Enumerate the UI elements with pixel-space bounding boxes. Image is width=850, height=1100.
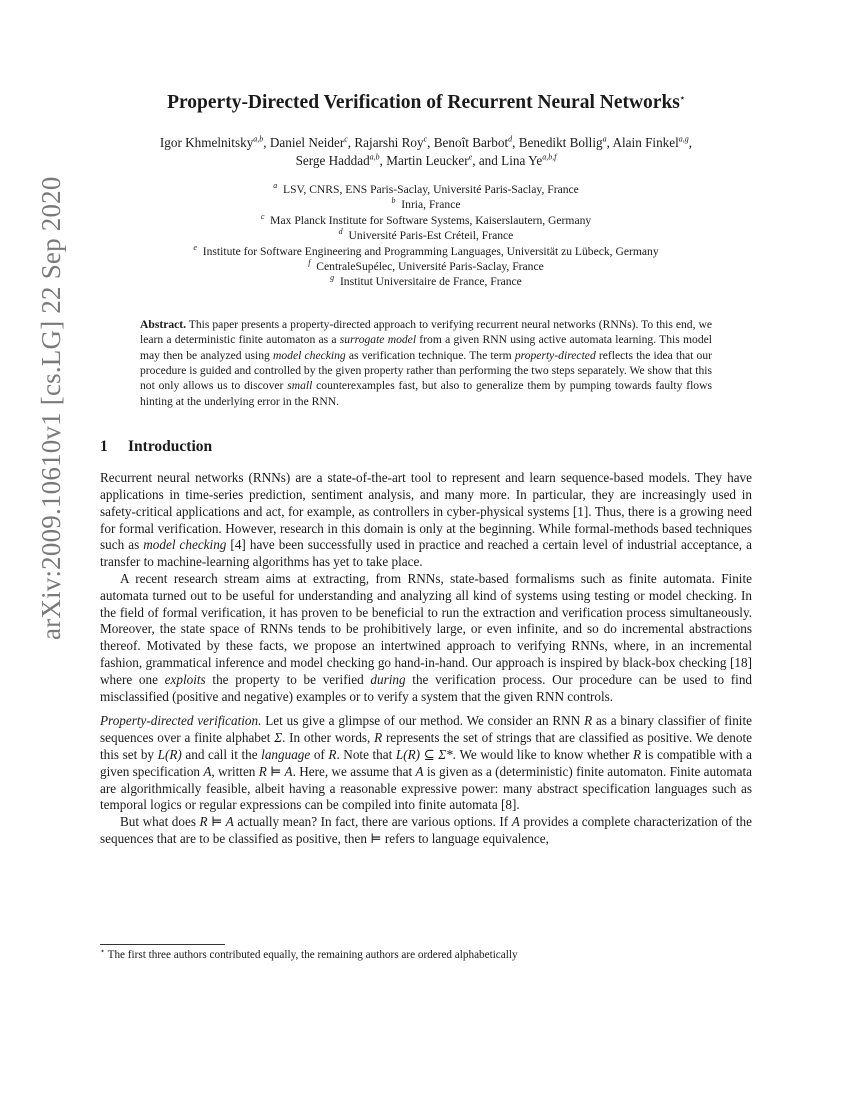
title-text: Property-Directed Verification of Recurrent Neural Networks bbox=[167, 92, 680, 113]
para-emph: during bbox=[370, 671, 406, 687]
affiliation-text: Institut Universitaire de France, France bbox=[339, 275, 522, 289]
author-affiliation-mark: a,b bbox=[253, 134, 264, 144]
paragraph-3 bbox=[100, 713, 752, 814]
abstract-text: reflects the idea that our procedure is guided and controlled by the given property rather than performing the two steps separately. We show that this not only allows us to discover bbox=[140, 348, 712, 393]
math: R ⊨ A bbox=[199, 814, 234, 830]
affiliation-mark: b bbox=[391, 196, 396, 206]
author-affiliation-mark: a,g bbox=[678, 134, 689, 144]
para-text: the verification process. Our procedure can be used to find misclassified (positive and negative) examples or to verify a system that the given RNN controls. bbox=[100, 671, 753, 704]
para-text: of bbox=[310, 747, 329, 763]
para-text: , written bbox=[211, 763, 259, 779]
affiliation-list bbox=[100, 182, 752, 290]
affiliation-text: Université Paris-Est Créteil, France bbox=[348, 229, 514, 243]
para-text: as a binary classifier of finite sequences over a finite alphabet bbox=[100, 713, 752, 746]
abstract-text: as verification technique. The term bbox=[345, 348, 515, 362]
paragraph-2 bbox=[100, 571, 752, 705]
author-name: Benedikt Bollig bbox=[518, 135, 603, 150]
math: A bbox=[511, 814, 520, 830]
affiliation-mark: a bbox=[273, 181, 278, 191]
author-separator: , and bbox=[472, 153, 502, 168]
abstract bbox=[140, 317, 712, 409]
para-text: the property to be verified bbox=[205, 671, 371, 687]
math: L(R) bbox=[157, 747, 182, 763]
affiliation-mark: e bbox=[193, 242, 197, 252]
math: Σ bbox=[274, 730, 283, 746]
abstract-emph: small bbox=[287, 379, 313, 393]
abstract-text: from a given RNN using active automata learning. This model may then be analyzed using bbox=[140, 333, 712, 362]
para-text: . Note that bbox=[336, 747, 396, 763]
author-separator: , bbox=[347, 135, 355, 150]
affiliation-mark: c bbox=[260, 211, 265, 221]
para-text: provides a complete characterization of the sequences that are to be classified as positive, then ⊨ refers to language equivalence, bbox=[100, 814, 752, 847]
author-separator: , bbox=[606, 135, 613, 150]
title-footnote-mark: ⋆ bbox=[679, 93, 685, 103]
author-separator: , bbox=[427, 135, 434, 150]
footnote-rule bbox=[100, 944, 225, 945]
affiliation-text: CentraleSupélec, Université Paris-Saclay, France bbox=[316, 260, 544, 274]
affiliation-text: Institute for Software Engineering and Programming Languages, Universität zu Lübeck, Germany bbox=[202, 244, 659, 258]
math: L(R) ⊆ Σ* bbox=[395, 747, 453, 763]
affiliation bbox=[100, 259, 752, 274]
math: A bbox=[415, 763, 424, 779]
para-emph: exploits bbox=[164, 671, 206, 687]
author-name: Alain Finkel bbox=[612, 135, 679, 150]
para-text: . Here, we assume that bbox=[292, 763, 416, 779]
para-text: [4] have been successfully used in practice and reached a certain level of industrial acceptance, a transfer to machine-learning algorithms has yet to take place. bbox=[100, 537, 752, 570]
affiliation bbox=[100, 244, 752, 259]
math: R bbox=[632, 747, 642, 763]
math: A bbox=[203, 763, 212, 779]
affiliation-text: Inria, France bbox=[401, 198, 461, 212]
abstract-emph: surrogate model bbox=[339, 333, 417, 347]
section-number: 1 bbox=[100, 438, 108, 456]
para-text: . We would like to know whether bbox=[452, 747, 633, 763]
para-text: . In other words, bbox=[282, 730, 375, 746]
para-text: actually mean? In fact, there are various options. If bbox=[233, 814, 512, 830]
math: R bbox=[374, 730, 383, 746]
para-text: represents the set of strings that are classified as positive. We denote this set by bbox=[100, 730, 752, 763]
para-emph: model checking bbox=[143, 537, 227, 553]
para-text: A recent research stream aims at extracting, from RNNs, state-based formalisms such as finite automata. Finite automata turned out to be useful for understanding and analyzing all kind of systems using testing or model checking. In the field of formal verification, it has proven to be beneficial to run the extraction and verification process simultaneously. Moreover, the state space of RNNs tends to be prohibitively large, or even infinite, and so do incremental abstractions thereof. Motivated by these facts, we propose an intertwined approach to verifying RNNs, where, in an incremental fashion, grammatical inference and model checking go hand-in-hand. Our approach is inspired by black-box checking [18] where one bbox=[100, 571, 752, 687]
paragraph-4 bbox=[100, 814, 752, 848]
affiliation-text: Max Planck Institute for Software Systems, Kaiserslautern, Germany bbox=[270, 213, 592, 227]
para-text: is given as a (deterministic) finite automaton. Finite automata are algorithmically feasible, albeit having a reasonable expressive power: many abstract specification languages such as temporal logics or regular expressions can be compiled into finite automata [8]. bbox=[100, 763, 753, 813]
author-name: Martin Leucker bbox=[386, 153, 469, 168]
author-name: Lina Ye bbox=[501, 153, 543, 168]
affiliation-text: LSV, CNRS, ENS Paris-Saclay, Université Paris-Saclay, France bbox=[282, 183, 579, 196]
author-name: Serge Haddad bbox=[295, 153, 370, 168]
arxiv-identifier-stamp: arXiv:2009.10610v1 [cs.LG] 22 Sep 2020 bbox=[36, 176, 66, 640]
abstract-label: Abstract. bbox=[140, 317, 187, 331]
para-text: is compatible with a given specification bbox=[100, 747, 752, 779]
section-heading bbox=[100, 438, 752, 456]
section-title: Introduction bbox=[128, 438, 213, 456]
affiliation-mark: f bbox=[308, 258, 311, 268]
paragraph-heading: Property-directed verification. bbox=[100, 713, 262, 729]
math: R bbox=[328, 747, 337, 763]
paper-page bbox=[100, 90, 752, 848]
footnote bbox=[100, 948, 752, 962]
affiliation bbox=[100, 182, 752, 197]
footnote-text: The first three authors contributed equally, the remaining authors are ordered alphabetically bbox=[105, 949, 518, 961]
footnote-mark: ⋆ bbox=[100, 946, 106, 956]
author-affiliation-mark: c bbox=[423, 134, 428, 144]
para-emph: language bbox=[261, 747, 311, 763]
abstract-emph: model checking bbox=[273, 348, 346, 362]
para-text: Recurrent neural networks (RNNs) are a state-of-the-art tool to represent and learn sequence-based models. They have applications in time-series prediction, sentiment analysis, and many more. In particular, they are increasingly used in safety-critical applications and act, for example, as controllers in cyber-physical systems [1]. Thus, there is a growing need for formal verification. However, research in this domain is only at the beginning. While formal-methods based techniques such as bbox=[100, 470, 752, 553]
math: R bbox=[584, 713, 593, 729]
affiliation bbox=[100, 228, 752, 243]
abstract-emph: property-directed bbox=[514, 348, 596, 362]
para-text: Let us give a glimpse of our method. We consider an RNN bbox=[261, 713, 585, 729]
abstract-text: This paper presents a property-directed approach to verifying recurrent neural networks (RNNs). To this end, we learn a deterministic finite automaton as a bbox=[140, 317, 712, 347]
para-text: and call it the bbox=[181, 747, 262, 763]
abstract-text: counterexamples fast, but also to generalize them by pumping towards faulty flows hinting at the underlying error in the RNN. bbox=[140, 379, 712, 408]
author-name: Rajarshi Roy bbox=[354, 135, 424, 150]
author-separator: , bbox=[512, 135, 519, 150]
para-text: But what does bbox=[120, 814, 200, 830]
paper-title bbox=[100, 90, 752, 114]
author-separator: , bbox=[379, 153, 387, 168]
author-affiliation-mark: a bbox=[602, 134, 607, 144]
author-name: Benoît Barbot bbox=[433, 135, 509, 150]
affiliation bbox=[100, 197, 752, 212]
author-list bbox=[100, 134, 752, 170]
author-separator: , bbox=[688, 135, 693, 150]
author-name: Daniel Neider bbox=[269, 135, 345, 150]
paragraph-1 bbox=[100, 470, 752, 571]
affiliation bbox=[100, 213, 752, 228]
author-affiliation-mark: a,b,f bbox=[542, 152, 557, 162]
affiliation bbox=[100, 274, 752, 289]
affiliation-mark: d bbox=[338, 227, 343, 237]
author-affiliation-mark: c bbox=[344, 134, 348, 144]
author-name: Igor Khmelnitsky bbox=[159, 135, 254, 150]
affiliation-mark: g bbox=[330, 273, 335, 283]
author-affiliation-mark: d bbox=[508, 134, 513, 144]
math: R ⊨ A bbox=[258, 763, 293, 779]
author-affiliation-mark: a,b bbox=[369, 152, 380, 162]
author-affiliation-mark: e bbox=[468, 152, 473, 162]
author-separator: , bbox=[263, 135, 270, 150]
